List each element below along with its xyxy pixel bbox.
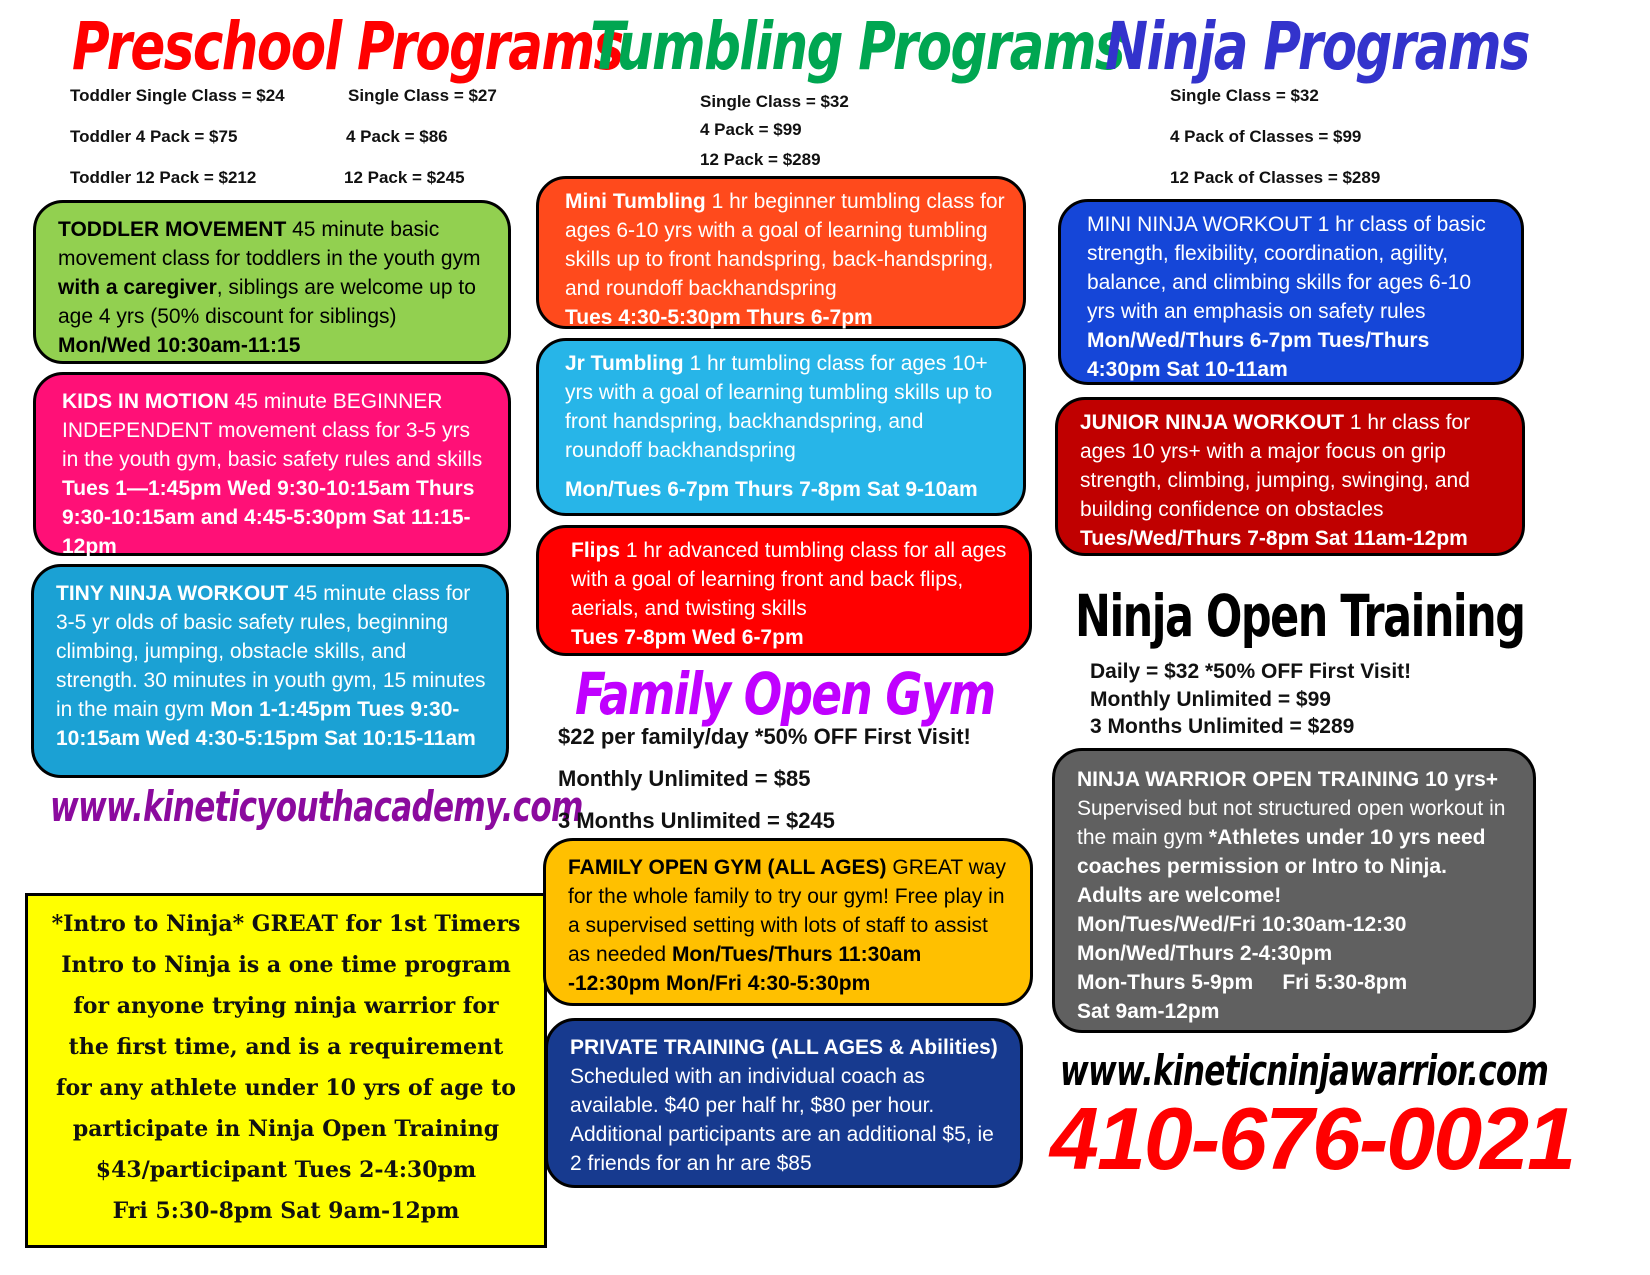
jr-tumbling-desc: 1 hr tumbling class for ages 10+ yrs with a goal of learning tumbling skills up to front handspring, backhandspring, and roundoff backhandspring	[565, 352, 993, 462]
mini-tumbling-name: Mini Tumbling	[565, 190, 706, 213]
tumbling-single-price: Single Class = $32	[700, 92, 849, 111]
kids-in-motion-name: KIDS IN MOTION	[62, 390, 229, 413]
preschool-12-price: 12 Pack = $245	[344, 168, 465, 187]
youth-academy-url[interactable]: www.kineticyouthacademy.com	[50, 782, 583, 831]
mini-tumbling-schedule: Tues 4:30-5:30pm Thurs 6-7pm	[565, 306, 873, 329]
open-training-3month-price: 3 Months Unlimited = $289	[1090, 715, 1355, 738]
intro-line: for anyone trying ninja warrior for	[73, 993, 499, 1019]
toddler-movement-name: TODDLER MOVEMENT	[58, 218, 287, 241]
open-training-daily-price: Daily = $32 *50% OFF First Visit!	[1090, 660, 1412, 683]
toddler-movement-schedule: Mon/Wed 10:30am-11:15	[58, 334, 301, 357]
intro-line: for any athlete under 10 yrs of age to	[56, 1075, 516, 1101]
family-open-gym-schedule: Mon/Tues/Thurs 11:30am -12:30pm Mon/Fri 4:30-5:30pm	[568, 943, 922, 995]
toddler-single-price: Toddler Single Class = $24	[70, 86, 285, 105]
family-open-gym-name: FAMILY OPEN GYM (ALL AGES)	[568, 856, 887, 879]
jr-tumbling-schedule: Mon/Tues 6-7pm Thurs 7-8pm Sat 9-10am	[565, 478, 978, 501]
intro-line: Fri 5:30-8pm Sat 9am-12pm	[112, 1198, 460, 1224]
tumbling-4-price: 4 Pack = $99	[700, 120, 802, 139]
preschool-4-price: 4 Pack = $86	[346, 127, 448, 146]
kids-in-motion-schedule: Tues 1—1:45pm Wed 9:30-10:15am Thurs 9:30-10:15am and 4:45-5:30pm Sat 11:15-12pm	[62, 477, 475, 558]
toddler-movement-card	[33, 200, 511, 364]
mini-ninja-card	[1058, 199, 1524, 385]
private-training-name: PRIVATE TRAINING (ALL AGES & Abilities)	[570, 1036, 998, 1059]
mini-ninja-name: MINI NINJA WORKOUT	[1087, 213, 1312, 236]
tumbling-title: Tumbling Programs	[590, 8, 1124, 85]
intro-line: the first time, and is a requirement	[68, 1034, 504, 1060]
phone-number[interactable]: 410-676-0021	[1050, 1089, 1575, 1188]
mini-tumbling-card	[536, 176, 1026, 329]
ninja-warrior-url[interactable]: www.kineticninjawarrior.com	[1060, 1046, 1549, 1095]
toddler-12-price: Toddler 12 Pack = $212	[70, 168, 257, 187]
junior-ninja-name: JUNIOR NINJA WORKOUT	[1080, 411, 1345, 434]
tiny-ninja-desc: 45 minute class for 3-5 yr olds of basic safety rules, beginning climbing, jumping, obstacle skills, and strength. 30 minutes in youth gym, 15 minutes in the main gym	[56, 582, 486, 721]
junior-ninja-schedule: Tues/Wed/Thurs 7-8pm Sat 11am-12pm	[1080, 527, 1468, 550]
intro-line: participate in Ninja Open Training	[72, 1116, 500, 1142]
open-training-name: NINJA WARRIOR OPEN TRAINING 10 yrs+	[1077, 768, 1499, 791]
toddler-movement-desc2: , siblings are welcome up to age 4 yrs (50% discount for siblings)	[58, 276, 476, 328]
ninja-open-training-title: Ninja Open Training	[1075, 582, 1525, 650]
junior-ninja-card	[1055, 397, 1525, 556]
intro-to-ninja-box	[25, 893, 547, 1248]
open-training-note: *Athletes under 10 yrs need coaches permission or Intro to Ninja. Adults are welcome!	[1077, 826, 1486, 907]
mini-tumbling-desc: 1 hr beginner tumbling class for ages 6-10 yrs with a goal of learning tumbling skills up to front handspring, back-handspring, and roundoff backhandspring	[565, 190, 1005, 300]
private-training-desc: Scheduled with an individual coach as available. $40 per half hr, $80 per hour. Additional participants are an additional $5, ie 2 friends for an hr are $85	[570, 1065, 994, 1175]
ninja-12-price: 12 Pack of Classes = $289	[1170, 168, 1381, 187]
jr-tumbling-card	[536, 338, 1026, 516]
mini-ninja-schedule: Mon/Wed/Thurs 6-7pm Tues/Thurs 4:30pm Sat 10-11am	[1087, 329, 1430, 381]
flips-schedule: Tues 7-8pm Wed 6-7pm	[571, 626, 804, 649]
private-training-card	[545, 1018, 1023, 1188]
kids-in-motion-card	[33, 372, 511, 556]
family-open-gym-card	[543, 838, 1033, 1006]
toddler-4-price: Toddler 4 Pack = $75	[70, 127, 238, 146]
tiny-ninja-name: TINY NINJA WORKOUT	[56, 582, 289, 605]
flips-name: Flips	[571, 539, 621, 562]
tiny-ninja-schedule: Mon 1-1:45pm Tues 9:30-10:15am Wed 4:30-5:15pm Sat 10:15-11am	[56, 698, 476, 750]
family-open-gym-desc: GREAT way for the whole family to try our gym! Free play in a supervised setting with lots of staff to assist as needed	[568, 856, 1006, 966]
flips-desc: 1 hr advanced tumbling class for all ages with a goal of learning front and back flips, aerials, and twisting skills	[571, 539, 1007, 620]
ninja-title: Ninja Programs	[1105, 8, 1530, 85]
toddler-movement-caregiver: with a caregiver	[58, 276, 217, 299]
kids-in-motion-desc: 45 minute BEGINNER INDEPENDENT movement class for 3-5 yrs in the youth gym, basic safety rules and skills	[62, 390, 483, 471]
open-training-schedule-1: Mon/Tues/Wed/Fri 10:30am-12:30	[1077, 913, 1407, 936]
junior-ninja-desc: 1 hr class for ages 10 yrs+ with a major focus on grip strength, climbing, jumping, swinging, and building confidence on obstacles	[1080, 411, 1471, 521]
preschool-title: Preschool Programs	[72, 8, 623, 85]
open-training-desc: Supervised but not structured open workout in the main gym	[1077, 797, 1506, 849]
open-training-schedule-3: Mon-Thurs 5-9pm Fri 5:30-8pm	[1077, 971, 1408, 994]
ninja-4-price: 4 Pack of Classes = $99	[1170, 127, 1362, 146]
intro-line: Intro to Ninja is a one time program	[61, 952, 511, 978]
preschool-single-price: Single Class = $27	[348, 86, 497, 105]
tumbling-12-price: 12 Pack = $289	[700, 150, 821, 169]
open-training-schedule-4: Sat 9am-12pm	[1077, 1000, 1220, 1023]
open-training-monthly-price: Monthly Unlimited = $99	[1090, 688, 1331, 711]
intro-line: $43/participant Tues 2-4:30pm	[95, 1157, 477, 1183]
flips-card	[536, 525, 1032, 656]
family-3month-price: 3 Months Unlimited = $245	[558, 808, 835, 833]
toddler-movement-desc: 45 minute basic movement class for toddlers in the youth gym	[58, 218, 481, 270]
jr-tumbling-name: Jr Tumbling	[565, 352, 684, 375]
intro-line: *Intro to Ninja* GREAT for 1st Timers	[51, 911, 521, 937]
ninja-warrior-open-training-card	[1052, 748, 1536, 1033]
open-training-schedule-2: Mon/Wed/Thurs 2-4:30pm	[1077, 942, 1333, 965]
mini-ninja-desc: 1 hr class of basic strength, flexibility, coordination, agility, balance, and climbing skills for ages 6-10 yrs with an emphasis on safety rules	[1087, 213, 1486, 323]
family-open-gym-title: Family Open Gym	[575, 660, 995, 728]
tiny-ninja-card	[31, 564, 509, 778]
ninja-single-price: Single Class = $32	[1170, 86, 1319, 105]
family-monthly-price: Monthly Unlimited = $85	[558, 766, 811, 791]
family-daily-price: $22 per family/day *50% OFF First Visit!	[558, 724, 971, 749]
